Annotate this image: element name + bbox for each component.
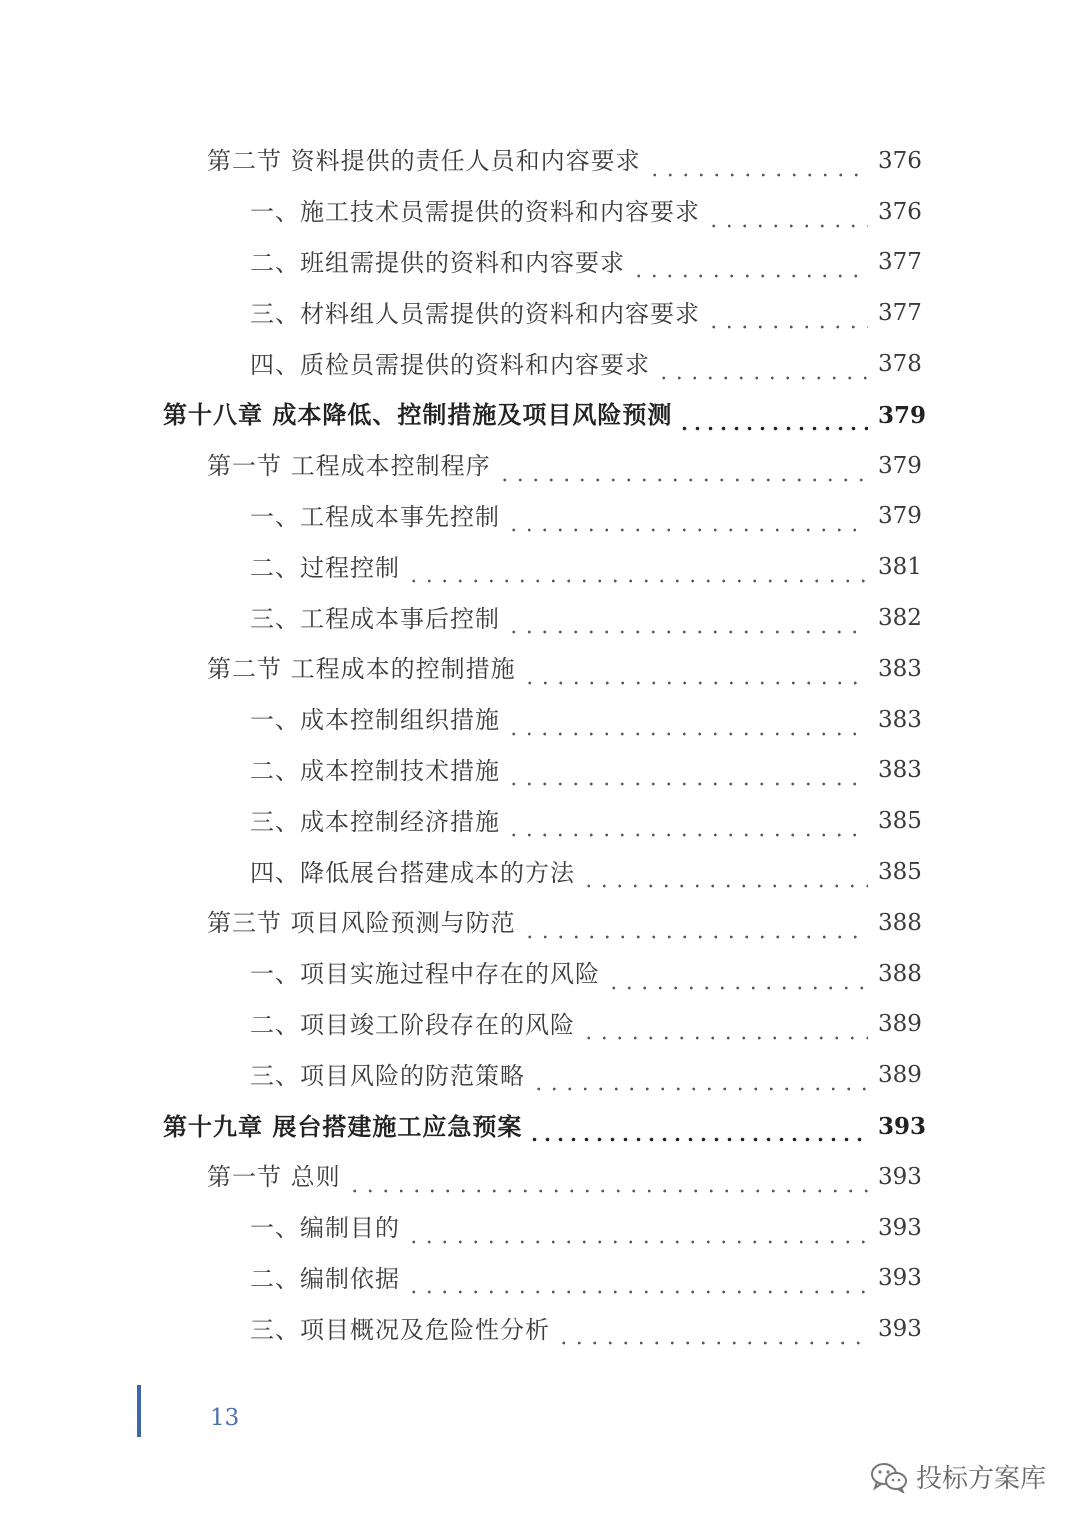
toc-entry-page-number: 383 — [878, 655, 922, 682]
toc-entry-title: 三、材料组人员需提供的资料和内容要求 — [250, 299, 700, 328]
toc-subsection-entry[interactable] — [0, 847, 1080, 898]
toc-entry-page-number: 383 — [878, 757, 922, 784]
toc-entry-page-number: 376 — [878, 147, 922, 174]
toc-dot-leader — [581, 1016, 868, 1040]
toc-entry-page-number: 383 — [878, 706, 922, 733]
toc-subsection-entry[interactable] — [0, 238, 1080, 289]
toc-chapter-entry[interactable] — [0, 1101, 1080, 1152]
toc-dot-leader — [656, 356, 868, 380]
toc-entry-page-number: 381 — [878, 554, 922, 581]
table-of-contents — [0, 136, 1080, 1355]
toc-entry-title: 二、编制依据 — [250, 1264, 400, 1293]
toc-dot-leader — [678, 407, 868, 431]
toc-section-entry[interactable] — [0, 136, 1080, 187]
toc-dot-leader — [528, 1118, 868, 1142]
toc-subsection-entry[interactable] — [0, 288, 1080, 339]
toc-subsection-entry[interactable] — [0, 1050, 1080, 1101]
toc-entry-title: 三、项目风险的防范策略 — [250, 1061, 525, 1090]
toc-entry-title: 第一节 总则 — [207, 1163, 341, 1192]
toc-entry-page-number: 378 — [878, 351, 922, 378]
toc-entry-title: 第三节 项目风险预测与防范 — [207, 909, 516, 938]
toc-dot-leader — [406, 559, 868, 583]
toc-entry-title: 三、工程成本事后控制 — [250, 604, 500, 633]
watermark-text: 投标方案库 — [915, 1464, 1046, 1494]
toc-subsection-entry[interactable] — [0, 949, 1080, 1000]
toc-entry-page-number: 388 — [878, 909, 922, 936]
toc-subsection-entry[interactable] — [0, 1000, 1080, 1051]
toc-entry-page-number: 389 — [878, 1062, 922, 1089]
toc-section-entry[interactable] — [0, 441, 1080, 492]
toc-dot-leader — [556, 1321, 868, 1345]
toc-dot-leader — [706, 305, 868, 329]
toc-entry-page-number: 393 — [878, 1214, 922, 1241]
toc-subsection-entry[interactable] — [0, 492, 1080, 543]
toc-subsection-entry[interactable] — [0, 796, 1080, 847]
toc-dot-leader — [631, 254, 868, 278]
toc-subsection-entry[interactable] — [0, 542, 1080, 593]
toc-entry-title: 三、成本控制经济措施 — [250, 807, 500, 836]
toc-section-entry[interactable] — [0, 898, 1080, 949]
toc-section-entry[interactable] — [0, 644, 1080, 695]
toc-subsection-entry[interactable] — [0, 593, 1080, 644]
toc-dot-leader — [506, 762, 868, 786]
toc-entry-page-number: 377 — [878, 249, 922, 276]
toc-entry-page-number: 393 — [878, 1163, 922, 1190]
toc-entry-title: 第二节 资料提供的责任人员和内容要求 — [207, 147, 641, 176]
toc-entry-title: 一、成本控制组织措施 — [250, 706, 500, 735]
toc-entry-title: 四、降低展台搭建成本的方法 — [250, 858, 575, 887]
toc-dot-leader — [406, 1270, 868, 1294]
toc-dot-leader — [347, 1169, 868, 1193]
toc-dot-leader — [522, 661, 868, 685]
toc-entry-page-number: 393 — [878, 1316, 922, 1343]
toc-entry-title: 二、班组需提供的资料和内容要求 — [250, 248, 625, 277]
toc-dot-leader — [506, 813, 868, 837]
toc-entry-title: 一、编制目的 — [250, 1214, 400, 1243]
toc-entry-title: 第一节 工程成本控制程序 — [207, 452, 491, 481]
toc-dot-leader — [506, 712, 868, 736]
toc-entry-title: 第二节 工程成本的控制措施 — [207, 655, 516, 684]
toc-entry-page-number: 393 — [878, 1113, 927, 1141]
toc-chapter-entry[interactable] — [0, 390, 1080, 441]
toc-entry-page-number: 382 — [878, 605, 922, 632]
toc-entry-title: 第十九章 展台搭建施工应急预案 — [163, 1111, 523, 1141]
toc-entry-title: 一、工程成本事先控制 — [250, 502, 500, 531]
toc-entry-title: 三、项目概况及危险性分析 — [250, 1315, 550, 1344]
toc-entry-title: 二、成本控制技术措施 — [250, 756, 500, 785]
toc-entry-page-number: 388 — [878, 960, 922, 987]
toc-entry-title: 二、项目竣工阶段存在的风险 — [250, 1010, 575, 1039]
toc-dot-leader — [606, 966, 868, 990]
toc-dot-leader — [706, 204, 868, 228]
toc-dot-leader — [406, 1220, 868, 1244]
toc-entry-title: 一、项目实施过程中存在的风险 — [250, 960, 600, 989]
toc-entry-title: 一、施工技术员需提供的资料和内容要求 — [250, 198, 700, 227]
toc-section-entry[interactable] — [0, 1152, 1080, 1203]
toc-entry-page-number: 385 — [878, 859, 922, 886]
toc-entry-page-number: 379 — [878, 452, 922, 479]
toc-entry-page-number: 379 — [878, 401, 927, 429]
toc-subsection-entry[interactable] — [0, 1304, 1080, 1355]
toc-entry-page-number: 393 — [878, 1265, 922, 1292]
toc-entry-title: 第十八章 成本降低、控制措施及项目风险预测 — [163, 400, 673, 430]
toc-dot-leader — [497, 458, 868, 482]
toc-entry-page-number: 379 — [878, 503, 922, 530]
toc-entry-page-number: 376 — [878, 198, 922, 225]
toc-subsection-entry[interactable] — [0, 695, 1080, 746]
toc-subsection-entry[interactable] — [0, 339, 1080, 390]
toc-subsection-entry[interactable] — [0, 1203, 1080, 1254]
toc-entry-page-number: 389 — [878, 1011, 922, 1038]
toc-dot-leader — [522, 915, 868, 939]
toc-dot-leader — [581, 864, 868, 888]
toc-entry-title: 四、质检员需提供的资料和内容要求 — [250, 350, 650, 379]
toc-subsection-entry[interactable] — [0, 1254, 1080, 1305]
toc-dot-leader — [506, 610, 868, 634]
toc-subsection-entry[interactable] — [0, 187, 1080, 238]
toc-subsection-entry[interactable] — [0, 746, 1080, 797]
toc-dot-leader — [647, 153, 868, 177]
footer-accent-bar — [137, 1385, 141, 1437]
page-number: 13 — [210, 1405, 240, 1431]
toc-entry-page-number: 385 — [878, 808, 922, 835]
watermark — [870, 1458, 1046, 1495]
toc-dot-leader — [506, 508, 868, 532]
toc-entry-page-number: 377 — [878, 300, 922, 327]
toc-entry-title: 二、过程控制 — [250, 553, 400, 582]
toc-dot-leader — [531, 1067, 868, 1091]
wechat-icon — [870, 1461, 908, 1493]
